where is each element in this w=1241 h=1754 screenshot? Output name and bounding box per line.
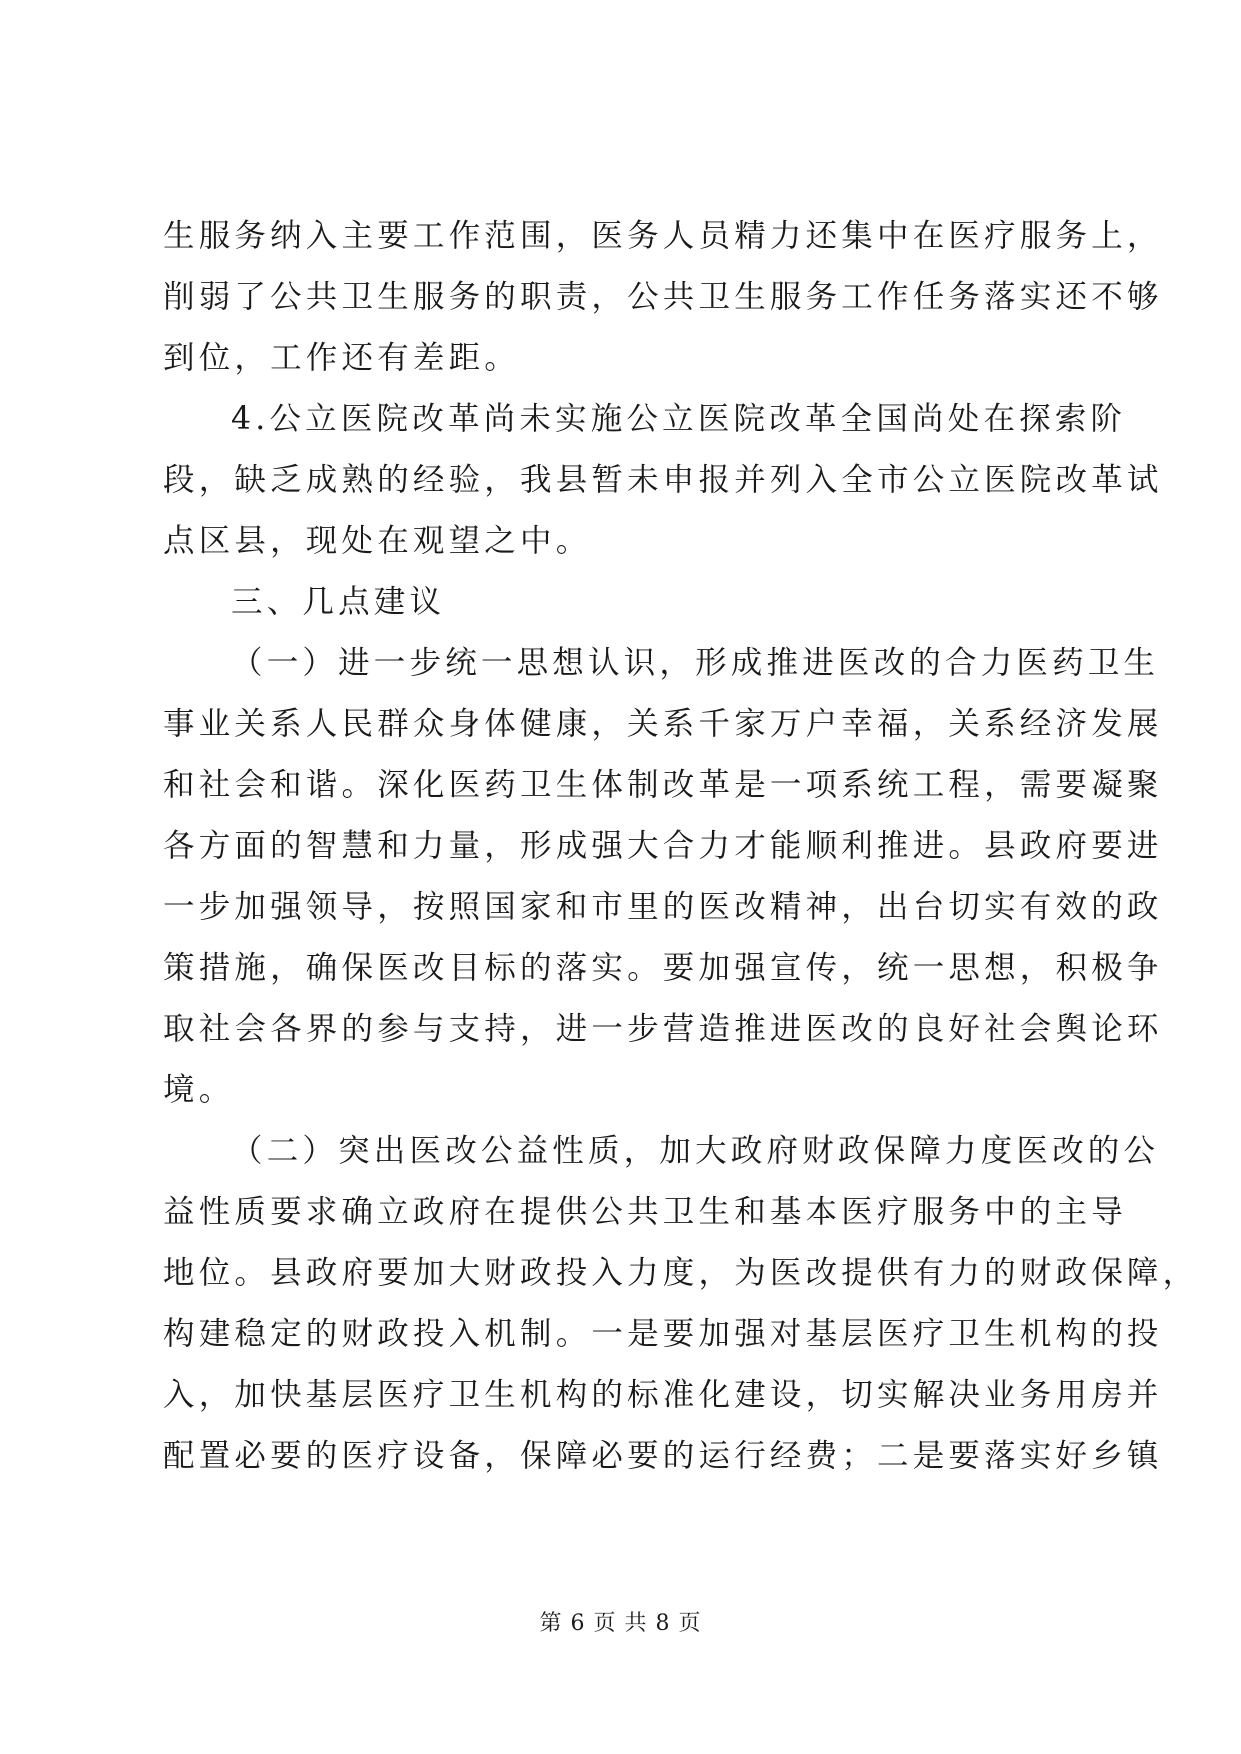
text-line: 段，缺乏成熟的经验，我县暂未申报并列入全市公立医院改革试 [163, 462, 1163, 498]
text-line: 取社会各界的参与支持，进一步营造推进医改的良好社会舆论环 [163, 1011, 1163, 1047]
document-body [163, 206, 1199, 1487]
text-line: 构建稳定的财政投入机制。一是要加强对基层医疗卫生机构的投 [163, 1316, 1163, 1352]
text-line: 入，加快基层医疗卫生机构的标准化建设，切实解决业务用房并 [163, 1377, 1163, 1413]
text-line: 和社会和谐。深化医药卫生体制改革是一项系统工程，需要凝聚 [163, 767, 1163, 803]
text-line: 境。 [163, 1072, 235, 1108]
text-line: 生服务纳入主要工作范围，医务人员精力还集中在医疗服务上， [163, 218, 1163, 254]
section-heading: 三、几点建议 [231, 584, 446, 620]
paragraph-start-line: 4.公立医院改革尚未实施公立医院改革全国尚处在探索阶 [231, 401, 1127, 437]
text-line: 配置必要的医疗设备，保障必要的运行经费；二是要落实好乡镇 [163, 1438, 1163, 1474]
text-line: 点区县，现处在观望之中。 [163, 523, 592, 559]
text-line: 益性质要求确立政府在提供公共卫生和基本医疗服务中的主导 [163, 1194, 1127, 1230]
text-line: 一步加强领导，按照国家和市里的医改精神，出台切实有效的政 [163, 889, 1163, 925]
text-line: 地位。县政府要加大财政投入力度，为医改提供有力的财政保障， [163, 1255, 1199, 1291]
paragraph-start-line: （二）突出医改公益性质，加大政府财政保障力度医改的公 [231, 1133, 1160, 1169]
page-number-footer: 第 6 页 共 8 页 [539, 1611, 702, 1636]
text-line: 策措施，确保医改目标的落实。要加强宣传，统一思想，积极争 [163, 950, 1163, 986]
text-line: 到位，工作还有差距。 [163, 340, 521, 376]
paragraph-start-line: （一）进一步统一思想认识，形成推进医改的合力医药卫生 [231, 645, 1160, 681]
text-line: 事业关系人民群众身体健康，关系千家万户幸福，关系经济发展 [163, 706, 1163, 742]
text-line: 削弱了公共卫生服务的职责，公共卫生服务工作任务落实还不够 [163, 279, 1163, 315]
text-line: 各方面的智慧和力量，形成强大合力才能顺利推进。县政府要进 [163, 828, 1163, 864]
